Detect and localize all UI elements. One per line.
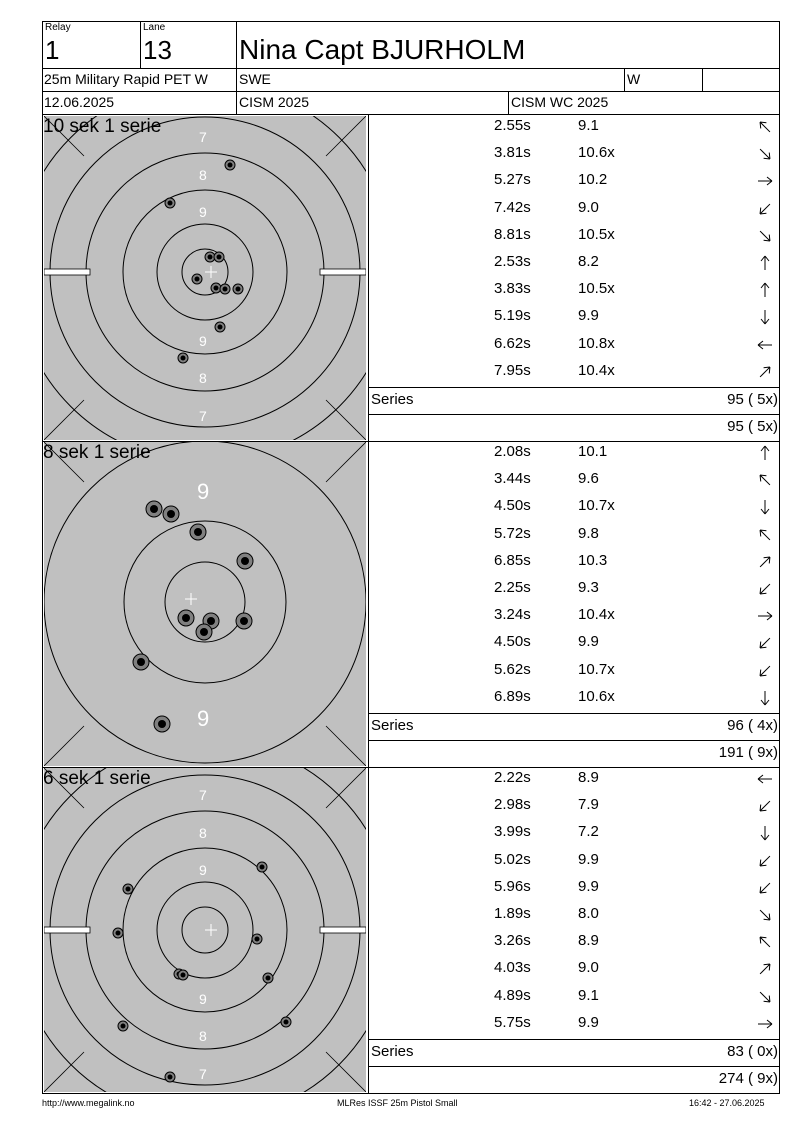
event-name: 25m Military Rapid PET W — [44, 71, 208, 87]
shot-hole-center — [194, 528, 202, 536]
shot-time: 7.95s — [494, 361, 531, 379]
target-side-bar — [44, 927, 90, 933]
shot-score: 9.9 — [578, 877, 599, 895]
shot-direction-arrow-icon — [756, 227, 774, 245]
target-corner-line — [326, 116, 366, 156]
shot-direction-arrow-icon — [756, 498, 774, 516]
shot-score: 10.4x — [578, 361, 615, 379]
shot-direction-arrow-icon — [756, 308, 774, 326]
shot-hole-center — [158, 720, 166, 728]
shot-score: 10.5x — [578, 225, 615, 243]
shot-time: 3.24s — [494, 606, 531, 624]
shot-hole-center — [223, 287, 228, 292]
shot-hole-center — [167, 510, 175, 518]
shot-score: 9.1 — [578, 117, 599, 134]
shot-time: 4.50s — [494, 633, 531, 651]
shot-hole-center — [137, 658, 145, 666]
shot-direction-arrow-icon — [756, 200, 774, 218]
footer-timestamp: 16:42 - 27.06.2025 — [689, 1098, 765, 1108]
shot-score: 10.4x — [578, 606, 615, 624]
shot-hole-center — [195, 277, 200, 282]
shot-score: 9.8 — [578, 524, 599, 542]
shot-time: 8.81s — [494, 225, 531, 243]
ring-label: 9 — [199, 991, 207, 1007]
shot-hole-center — [207, 617, 215, 625]
shot-score: 9.3 — [578, 579, 599, 596]
ring-label: 8 — [199, 370, 207, 386]
shot-time: 2.08s — [494, 443, 531, 460]
shot-time: 4.03s — [494, 959, 531, 977]
shot-time: 5.19s — [494, 307, 531, 325]
target-side-bar — [44, 269, 90, 275]
target-image — [44, 442, 366, 766]
header-divider — [42, 68, 780, 69]
shot-direction-arrow-icon — [756, 172, 774, 190]
shot-time: 3.99s — [494, 823, 531, 841]
target-image — [44, 116, 366, 440]
target-corner-line — [326, 726, 366, 766]
series-row-divider — [368, 740, 780, 741]
series-divider — [42, 1093, 780, 1094]
shot-direction-arrow-icon — [756, 580, 774, 598]
shot-hole-center — [200, 628, 208, 636]
shot-time: 5.72s — [494, 524, 531, 542]
shot-score: 9.0 — [578, 198, 599, 216]
lane-value: 13 — [143, 35, 172, 65]
target-side-bar — [320, 927, 366, 933]
series-title: 8 sek 1 serie — [43, 442, 151, 463]
shot-score: 10.7x — [578, 660, 615, 678]
shot-score: 10.5x — [578, 280, 615, 298]
shot-time: 5.02s — [494, 850, 531, 868]
shot-hole-center — [181, 973, 186, 978]
target-corner-line — [326, 400, 366, 440]
shot-score: 8.9 — [578, 932, 599, 950]
shot-time: 7.42s — [494, 198, 531, 216]
header-divider — [702, 68, 703, 91]
shot-hole-center — [241, 557, 249, 565]
cumulative-total: 274 ( 9x) — [718, 1070, 778, 1087]
shot-time: 4.89s — [494, 986, 531, 1004]
ring-label: 7 — [199, 129, 207, 145]
shot-hole-center — [208, 255, 213, 260]
shot-direction-arrow-icon — [756, 634, 774, 652]
header-divider — [624, 68, 625, 91]
ring-label: 8 — [199, 167, 207, 183]
cumulative-total: 95 ( 5x) — [727, 418, 778, 435]
nation: SWE — [239, 71, 271, 87]
shot-time: 6.62s — [494, 334, 531, 352]
series-total: 83 ( 0x) — [727, 1043, 778, 1060]
shot-direction-arrow-icon — [756, 933, 774, 951]
shot-time: 2.25s — [494, 579, 531, 596]
shot-hole-center — [266, 976, 271, 981]
target-side-bar — [320, 269, 366, 275]
shot-time: 2.98s — [494, 796, 531, 814]
shot-hole-center — [255, 937, 260, 942]
date: 12.06.2025 — [44, 94, 115, 110]
shot-direction-arrow-icon — [756, 444, 774, 462]
shot-direction-arrow-icon — [756, 960, 774, 978]
shot-score: 9.9 — [578, 307, 599, 325]
shot-score: 9.9 — [578, 633, 599, 651]
shot-time: 2.55s — [494, 117, 531, 134]
shot-hole-center — [218, 325, 223, 330]
gender: W — [627, 71, 641, 87]
shot-time: 5.62s — [494, 660, 531, 678]
shot-score: 9.9 — [578, 1013, 599, 1031]
series-divider — [368, 767, 369, 1094]
shot-direction-arrow-icon — [756, 526, 774, 544]
target-corner-line — [326, 442, 366, 482]
ring-label: 8 — [199, 1028, 207, 1044]
shot-score: 9.0 — [578, 959, 599, 977]
target-image — [44, 768, 366, 1092]
shot-direction-arrow-icon — [756, 797, 774, 815]
shot-hole-center — [116, 931, 121, 936]
competition: CISM 2025 — [239, 94, 310, 110]
shot-direction-arrow-icon — [756, 471, 774, 489]
ring-label: 7 — [199, 1066, 207, 1082]
series-row-divider — [368, 713, 780, 714]
target-corner-line — [44, 400, 84, 440]
header-divider — [42, 91, 780, 92]
shot-direction-arrow-icon — [756, 852, 774, 870]
shot-score: 10.3 — [578, 551, 608, 569]
shot-direction-arrow-icon — [756, 824, 774, 842]
shot-direction-arrow-icon — [756, 770, 774, 788]
header-divider — [140, 21, 141, 69]
shot-direction-arrow-icon — [756, 607, 774, 625]
ring-label: 9 — [197, 479, 210, 504]
shot-time: 1.89s — [494, 905, 531, 922]
frame-left — [42, 21, 43, 1094]
shot-hole-center — [181, 356, 186, 361]
shot-direction-arrow-icon — [756, 988, 774, 1006]
shot-time: 3.83s — [494, 280, 531, 298]
shot-direction-arrow-icon — [756, 689, 774, 707]
shot-direction-arrow-icon — [756, 906, 774, 924]
series-row-divider — [368, 1066, 780, 1067]
shot-hole-center — [214, 286, 219, 291]
shot-score: 8.0 — [578, 905, 599, 922]
shot-score: 10.2 — [578, 171, 608, 189]
shot-score: 10.6x — [578, 687, 615, 705]
shot-hole-center — [182, 614, 190, 622]
shot-score: 10.1 — [578, 443, 608, 460]
shot-time: 2.53s — [494, 253, 531, 270]
series-label: Series — [371, 391, 414, 408]
series-divider — [368, 115, 369, 442]
series-row-divider — [368, 387, 780, 388]
shot-hole-center — [240, 617, 248, 625]
relay-label: Relay — [45, 22, 71, 33]
ring-label: 9 — [199, 204, 207, 220]
shot-score: 8.2 — [578, 253, 599, 270]
shot-score: 9.9 — [578, 850, 599, 868]
shot-hole-center — [284, 1020, 289, 1025]
shot-hole-center — [150, 505, 158, 513]
ring-label: 8 — [199, 825, 207, 841]
series-label: Series — [371, 717, 414, 734]
shot-direction-arrow-icon — [756, 662, 774, 680]
cumulative-total: 191 ( 9x) — [718, 744, 778, 761]
shot-direction-arrow-icon — [756, 1015, 774, 1033]
ring-label: 9 — [199, 333, 207, 349]
shot-time: 6.89s — [494, 687, 531, 705]
shot-time: 5.75s — [494, 1013, 531, 1031]
footer-url[interactable]: http://www.megalink.no — [42, 1098, 135, 1108]
shot-time: 5.96s — [494, 877, 531, 895]
shot-time: 3.81s — [494, 144, 531, 162]
series-total: 96 ( 4x) — [727, 717, 778, 734]
shot-hole-center — [228, 163, 233, 168]
shot-score: 7.9 — [578, 796, 599, 814]
shot-hole-center — [217, 255, 222, 260]
ring-label: 7 — [199, 787, 207, 803]
shot-hole-center — [126, 887, 131, 892]
ring-label: 7 — [199, 408, 207, 424]
shot-time: 5.27s — [494, 171, 531, 189]
lane-label: Lane — [143, 22, 166, 33]
shot-score: 9.1 — [578, 986, 599, 1004]
shot-time: 6.85s — [494, 551, 531, 569]
shot-hole-center — [168, 1075, 173, 1080]
series-total: 95 ( 5x) — [727, 391, 778, 408]
shot-score: 10.6x — [578, 144, 615, 162]
shot-score: 9.6 — [578, 470, 599, 488]
shot-score: 8.9 — [578, 769, 599, 786]
shot-time: 4.50s — [494, 497, 531, 515]
shot-score: 7.2 — [578, 823, 599, 841]
series-label: Series — [371, 1043, 414, 1060]
shot-score: 10.8x — [578, 334, 615, 352]
shot-direction-arrow-icon — [756, 363, 774, 381]
series-title: 10 sek 1 serie — [43, 116, 162, 137]
series-row-divider — [368, 414, 780, 415]
shot-hole-center — [168, 201, 173, 206]
ring-label: 9 — [199, 862, 207, 878]
shot-score: 10.7x — [578, 497, 615, 515]
shot-hole-center — [121, 1024, 126, 1029]
header-divider — [508, 91, 509, 114]
shot-time: 2.22s — [494, 769, 531, 786]
frame-right — [779, 21, 780, 1094]
shot-hole-center — [236, 287, 241, 292]
shot-hole-center — [260, 865, 265, 870]
shot-direction-arrow-icon — [756, 254, 774, 272]
ring-label: 9 — [197, 706, 210, 731]
shot-direction-arrow-icon — [756, 281, 774, 299]
series-row-divider — [368, 1039, 780, 1040]
series-title: 6 sek 1 serie — [43, 768, 151, 789]
shot-direction-arrow-icon — [756, 553, 774, 571]
relay-value: 1 — [45, 35, 60, 65]
series-divider — [368, 441, 369, 768]
shot-time: 3.26s — [494, 932, 531, 950]
shot-direction-arrow-icon — [756, 336, 774, 354]
shot-time: 3.44s — [494, 470, 531, 488]
competition-sub: CISM WC 2025 — [511, 94, 609, 110]
target-corner-line — [44, 726, 84, 766]
footer-software: MLRes ISSF 25m Pistol Small — [337, 1098, 458, 1108]
shot-direction-arrow-icon — [756, 145, 774, 163]
shot-direction-arrow-icon — [756, 118, 774, 136]
header-divider — [42, 114, 780, 115]
shot-direction-arrow-icon — [756, 879, 774, 897]
athlete-name: Nina Capt BJURHOLM — [239, 34, 526, 65]
